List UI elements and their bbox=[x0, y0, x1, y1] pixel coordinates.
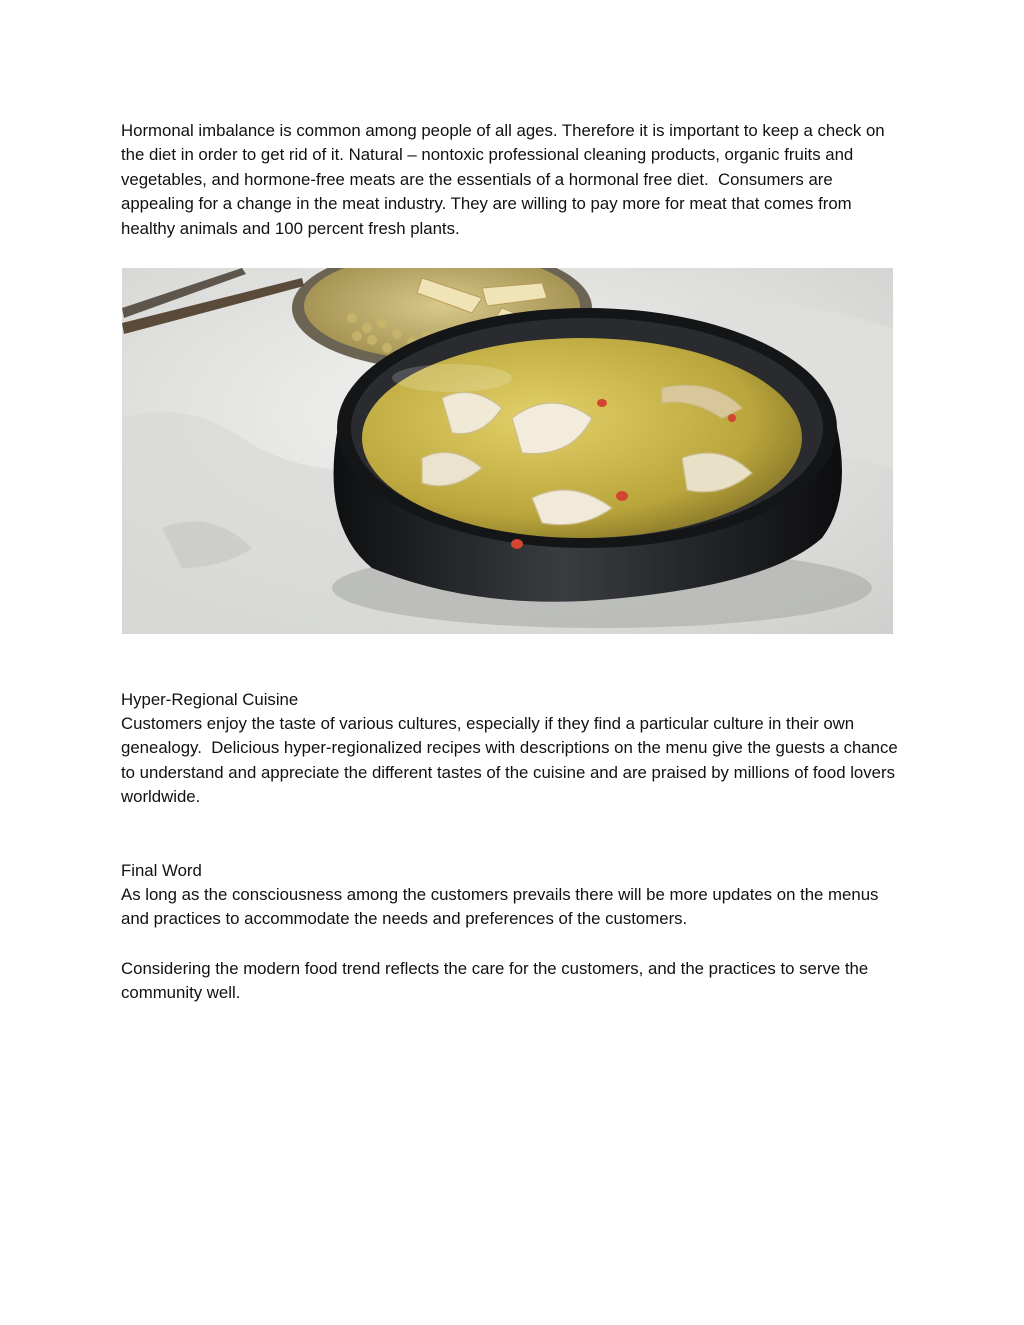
intro-paragraph: Hormonal imbalance is common among people of all ages. Therefore it is important to keep a check on the diet in order to get rid of it. Natural – nontoxic professional cleaning products, organic fruits and vegetables, and hormone-free meats are the essentials of a hormonal free diet. Consumers are appealing for a change in the meat industry. They are willing to pay more for meat that comes from healthy animals and 100 percent fresh plants. bbox=[121, 121, 890, 238]
section-paragraph-final-word-2: Considering the modern food trend reflects the care for the customers, and the practices to serve the community well. bbox=[121, 959, 873, 1003]
section-paragraph-hyper-regional: Customers enjoy the taste of various cultures, especially if they find a particular culture in their own genealogy. Delicious hyper-regionalized recipes with descriptions on the menu give the guests a chance to understand and appreciate the different tastes of the cuisine and are praised by millions of food lovers worldwide. bbox=[121, 714, 903, 807]
soup-bowl-illustration bbox=[122, 268, 893, 634]
soup-bowl-photo bbox=[122, 268, 893, 634]
section-heading-hyper-regional: Hyper-Regional Cuisine bbox=[121, 690, 299, 709]
section-heading-final-word: Final Word bbox=[121, 861, 202, 880]
section-paragraph-final-word-1: As long as the consciousness among the customers prevails there will be more updates on the menus and practices to accommodate the needs and preferences of the customers. bbox=[121, 885, 884, 929]
